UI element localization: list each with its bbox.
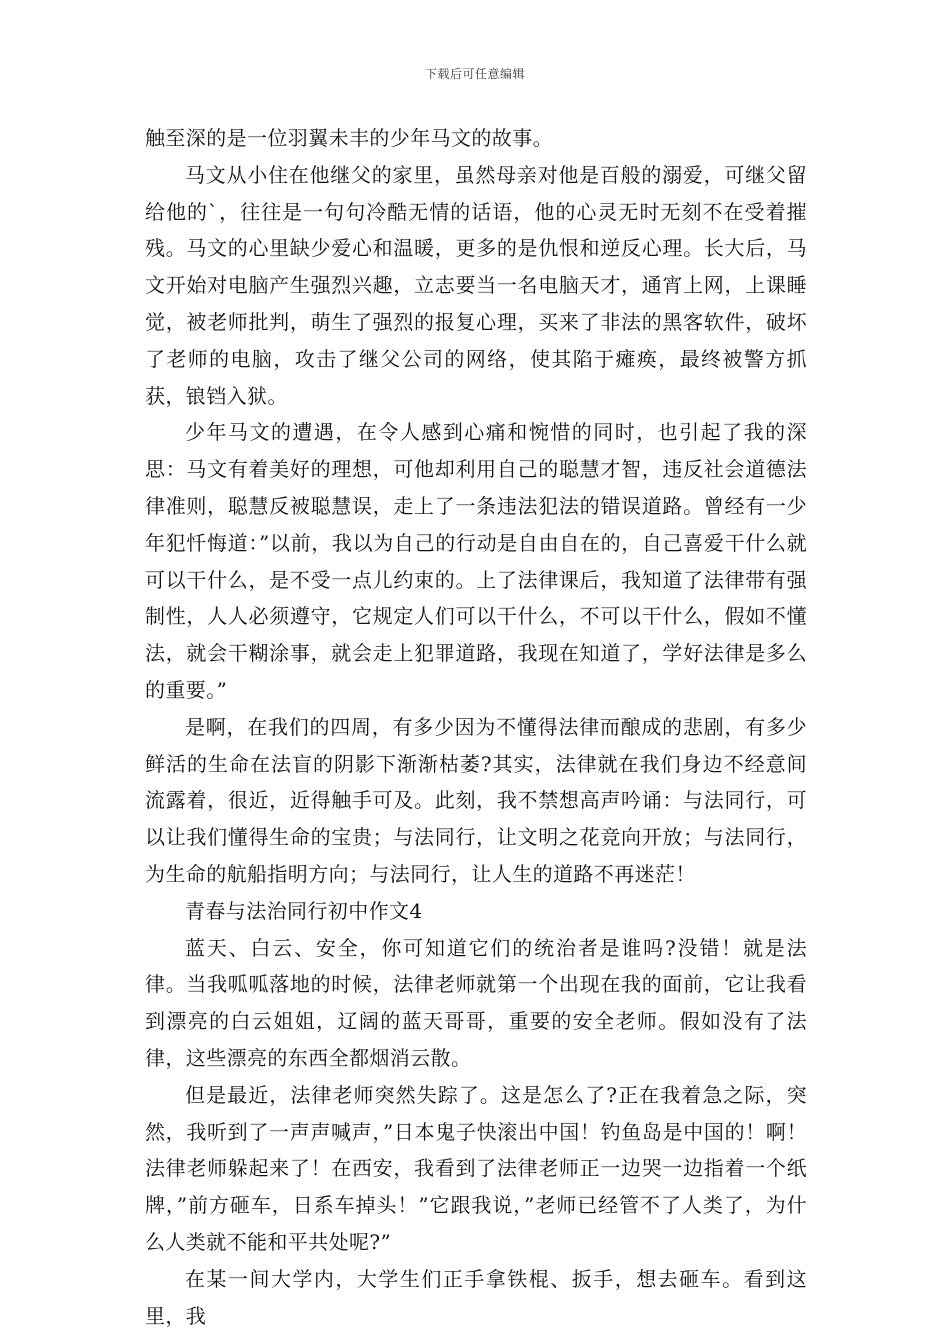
- paragraph-4: 是啊，在我们的四周，有多少因为不懂得法律而酿成的悲剧，有多少鲜活的生命在法盲的阴影下渐渐枯萎?其实，法律就在我们身边不经意间流露着，很近，近得触手可及。此刻，我不禁想高声吟诵：与法同行，可以让我们懂得生命的宝贵；与法同行，让文明之花竞向开放；与法同行，为生命的航船指明方向；与法同行，让人生的道路不再迷茫！: [145, 714, 807, 886]
- section-heading: 青春与法治同行初中作文4: [185, 898, 423, 923]
- paragraph-1: 触至深的是一位羽翼未丰的少年马文的故事。: [145, 126, 553, 150]
- paragraph-2: 马文从小住在他继父的家里，虽然母亲对他是百般的溺爱，可继父留给他的`，往往是一句句冷酷无情的话语，他的心灵无时无刻不在受着摧残。马文的心里缺少爱心和温暖，更多的是仇恨和逆反心理。长大后，马文开始对电脑产生强烈兴趣，立志要当一名电脑天才，通宵上网，上课睡觉，被老师批判，萌生了强烈的报复心理，买来了非法的黑客软件，破坏了老师的电脑，攻击了继父公司的网络，使其陷于瘫痪，最终被警方抓获，锒铛入狱。: [145, 162, 807, 408]
- paragraph-6: 但是最近，法律老师突然失踪了。这是怎么了?正在我着急之际，突然，我听到了一声声喊声，”日本鬼子快滚出中国！钓鱼岛是中国的！啊！法律老师躲起来了！在西安，我看到了法律老师正一边哭一边指着一个纸牌，”前方砸车，日系车掉头！”它跟我说，”老师已经管不了人类了，为什么人类就不能和平共处呢?”: [145, 1082, 807, 1254]
- document-body: [145, 120, 807, 1334]
- paragraph-5: 蓝天、白云、安全，你可知道它们的统治者是谁吗?没错！就是法律。当我呱呱落地的时候，法律老师就第一个出现在我的面前，它让我看到漂亮的白云姐姐，辽阔的蓝天哥哥，重要的安全老师。假如没有了法律，这些漂亮的东西全都烟消云散。: [145, 935, 807, 1070]
- page-header: 下载后可任意编辑: [424, 67, 525, 81]
- paragraph-7: 在某一间大学内，大学生们正手拿铁棍、扳手，想去砸车。看到这里，我: [145, 1266, 807, 1328]
- paragraph-3: 少年马文的遭遇，在令人感到心痛和惋惜的同时，也引起了我的深思：马文有着美好的理想，可他却利用自己的聪慧才智，违反社会道德法律准则，聪慧反被聪慧误，走上了一条违法犯法的错误道路。曾经有一少年犯忏悔道：”以前，我以为自己的行动是自由自在的，自己喜爱干什么就可以干什么，是不受一点儿约束的。上了法律课后，我知道了法律带有强制性，人人必须遵守，它规定人们可以干什么，不可以干什么，假如不懂法，就会干糊涂事，就会走上犯罪道路，我现在知道了，学好法律是多么的重要。”: [145, 420, 807, 702]
